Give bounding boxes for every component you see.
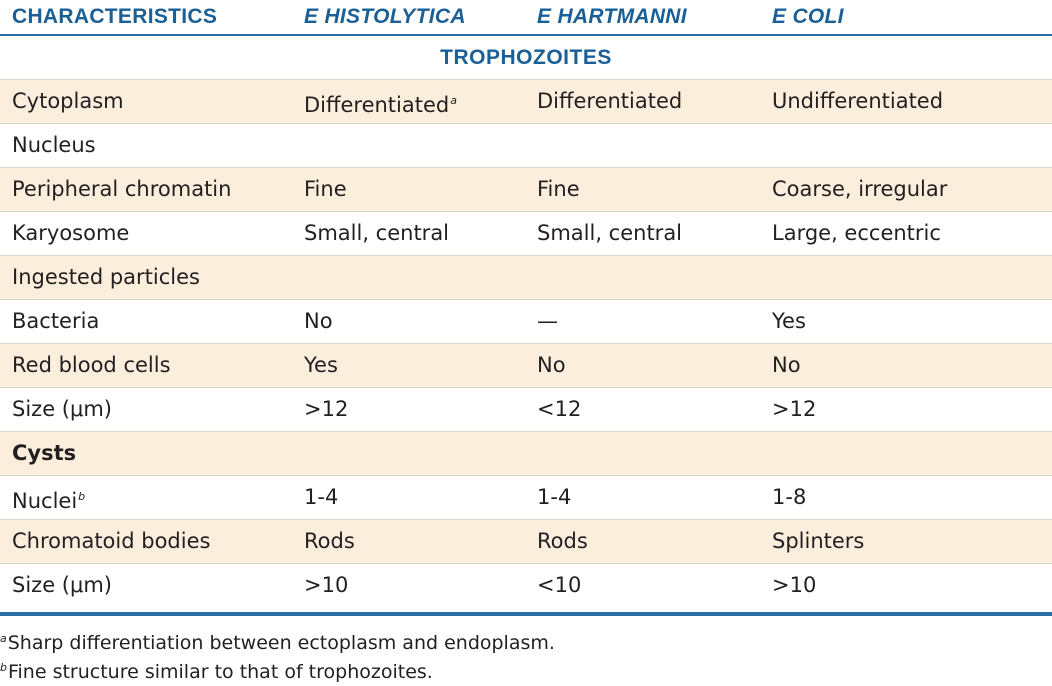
cell-text: Differentiated — [304, 93, 450, 117]
cell-characteristic: Ingested particles — [12, 265, 200, 289]
table-row — [0, 344, 1052, 388]
footnote-mark: b — [78, 490, 86, 503]
footnote-b — [0, 661, 433, 683]
footnote-a — [0, 632, 555, 654]
cell-characteristic: Bacteria — [12, 309, 100, 333]
cell-characteristic — [12, 485, 85, 513]
footnote-mark: b — [0, 661, 7, 674]
cell-e-histolytica: 1-4 — [304, 485, 339, 509]
section-label: TROPHOZOITES — [440, 46, 612, 69]
cell-e-hartmanni: No — [537, 353, 566, 377]
cell-characteristic: Chromatoid bodies — [12, 529, 211, 553]
cell-e-coli: Undifferentiated — [772, 89, 944, 113]
table-row — [0, 564, 1052, 607]
cell-e-histolytica: No — [304, 309, 333, 333]
header-e-coli: E COLI — [772, 5, 844, 28]
cell-characteristic: Size (μm) — [12, 397, 112, 421]
cell-e-histolytica — [304, 89, 457, 117]
cell-characteristic: Red blood cells — [12, 353, 171, 377]
cell-characteristic: Cytoplasm — [12, 89, 124, 113]
section-trophozoites — [0, 36, 1052, 80]
cell-e-hartmanni: Fine — [537, 177, 580, 201]
table-row — [0, 476, 1052, 520]
section-cysts — [0, 432, 1052, 476]
footnote-mark: a — [450, 94, 457, 107]
cell-characteristic: Karyosome — [12, 221, 130, 245]
cell-e-coli: Coarse, irregular — [772, 177, 948, 201]
cell-e-coli: 1-8 — [772, 485, 807, 509]
footnote-text: Sharp differentiation between ectoplasm and endoplasm. — [7, 632, 555, 654]
cell-e-coli: Splinters — [772, 529, 865, 553]
table-bottom-rule — [0, 612, 1052, 616]
cell-e-histolytica: Yes — [304, 353, 338, 377]
cell-characteristic: Cysts — [12, 441, 77, 465]
table-row — [0, 300, 1052, 344]
cell-e-coli: >10 — [772, 573, 817, 597]
cell-e-histolytica: Rods — [304, 529, 355, 553]
table-row — [0, 124, 1052, 168]
cell-e-hartmanni: Rods — [537, 529, 588, 553]
cell-characteristic: Nucleus — [12, 133, 96, 157]
cell-e-coli: No — [772, 353, 801, 377]
cell-e-hartmanni: Small, central — [537, 221, 683, 245]
footnote-mark: a — [0, 632, 7, 645]
table-row — [0, 212, 1052, 256]
footnote-text: Fine structure similar to that of trophozoites. — [7, 661, 433, 683]
cell-e-histolytica: >10 — [304, 573, 349, 597]
cell-characteristic: Size (μm) — [12, 573, 112, 597]
table-header — [0, 0, 1052, 36]
cell-e-hartmanni: 1-4 — [537, 485, 572, 509]
table-row — [0, 168, 1052, 212]
cell-e-hartmanni: Differentiated — [537, 89, 683, 113]
cell-e-histolytica: >12 — [304, 397, 349, 421]
cell-e-coli: >12 — [772, 397, 817, 421]
cell-e-histolytica: Fine — [304, 177, 347, 201]
header-e-hartmanni: E HARTMANNI — [537, 5, 687, 28]
cell-e-coli: Yes — [772, 309, 806, 333]
cell-e-coli: Large, eccentric — [772, 221, 941, 245]
header-e-histolytica: E HISTOLYTICA — [304, 5, 466, 28]
cell-e-hartmanni: <12 — [537, 397, 582, 421]
table-row — [0, 520, 1052, 564]
table-row — [0, 80, 1052, 124]
cell-e-histolytica: Small, central — [304, 221, 450, 245]
cell-text: Nuclei — [12, 489, 78, 513]
cell-characteristic: Peripheral chromatin — [12, 177, 232, 201]
table-row — [0, 256, 1052, 300]
header-characteristics: CHARACTERISTICS — [12, 5, 218, 28]
cell-e-hartmanni: <10 — [537, 573, 582, 597]
table-row — [0, 388, 1052, 432]
cell-e-hartmanni: — — [537, 309, 558, 333]
